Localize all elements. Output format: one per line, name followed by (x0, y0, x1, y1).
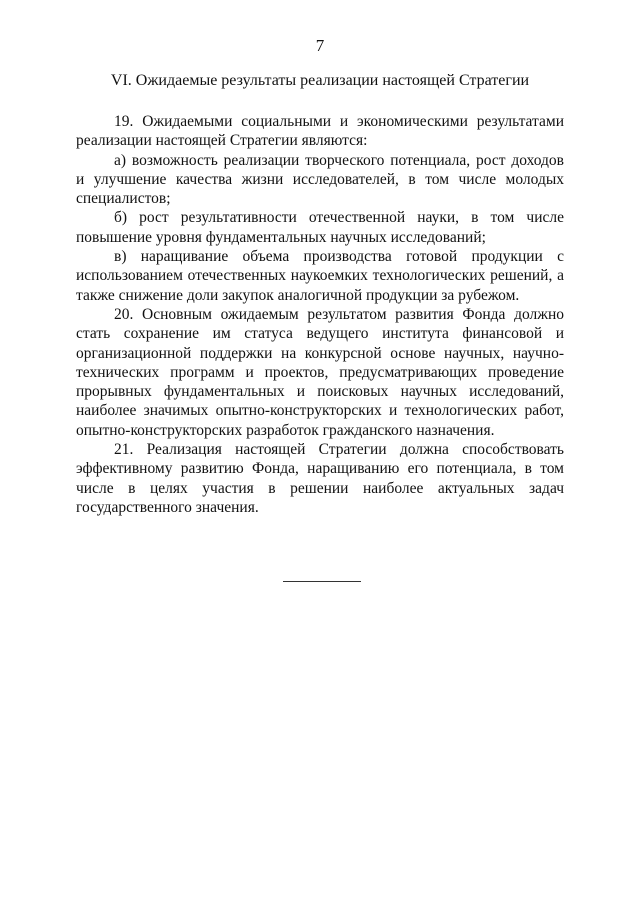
body-text (76, 112, 564, 517)
page-number: 7 (315, 36, 325, 55)
paragraph-20: 20. Основным ожидаемым результатом развития Фонда должно стать сохранение им статуса ведущего института финансовой и организационной поддержки на конкурсной основе научных, научно-технических программ и проектов, предусматривающих проведение прорывных фундаментальных и поисковых научных исследований, наиболее значимых опытно-конструкторских и технологических работ, опытно-конструкторских разработок гражданского назначения. (76, 305, 564, 439)
paragraph-19b: б) рост результативности отечественной науки, в том числе повышение уровня фундаментальных научных исследований; (76, 209, 564, 246)
section-title: VI. Ожидаемые результаты реализации настоящей Стратегии (110, 72, 530, 89)
paragraph-21: 21. Реализация настоящей Стратегии должна способствовать эффективному развитию Фонда, наращиванию его потенциала, в том числе в целях участия в решении наиболее актуальных задач государственного значения. (76, 441, 564, 516)
paragraph-19: 19. Ожидаемыми социальными и экономическими результатами реализации настоящей Стратегии являются: (76, 113, 564, 150)
paragraph-19a: а) возможность реализации творческого потенциала, рост доходов и улучшение качества жизни исследователей, в том числе молодых специалистов; (76, 151, 564, 208)
paragraph-19c: в) наращивание объема производства готовой продукции с использованием отечественных наукоемких технологических решений, а также снижение доли закупок аналогичной продукции за рубежом. (76, 248, 564, 304)
end-separator-line (283, 581, 361, 582)
